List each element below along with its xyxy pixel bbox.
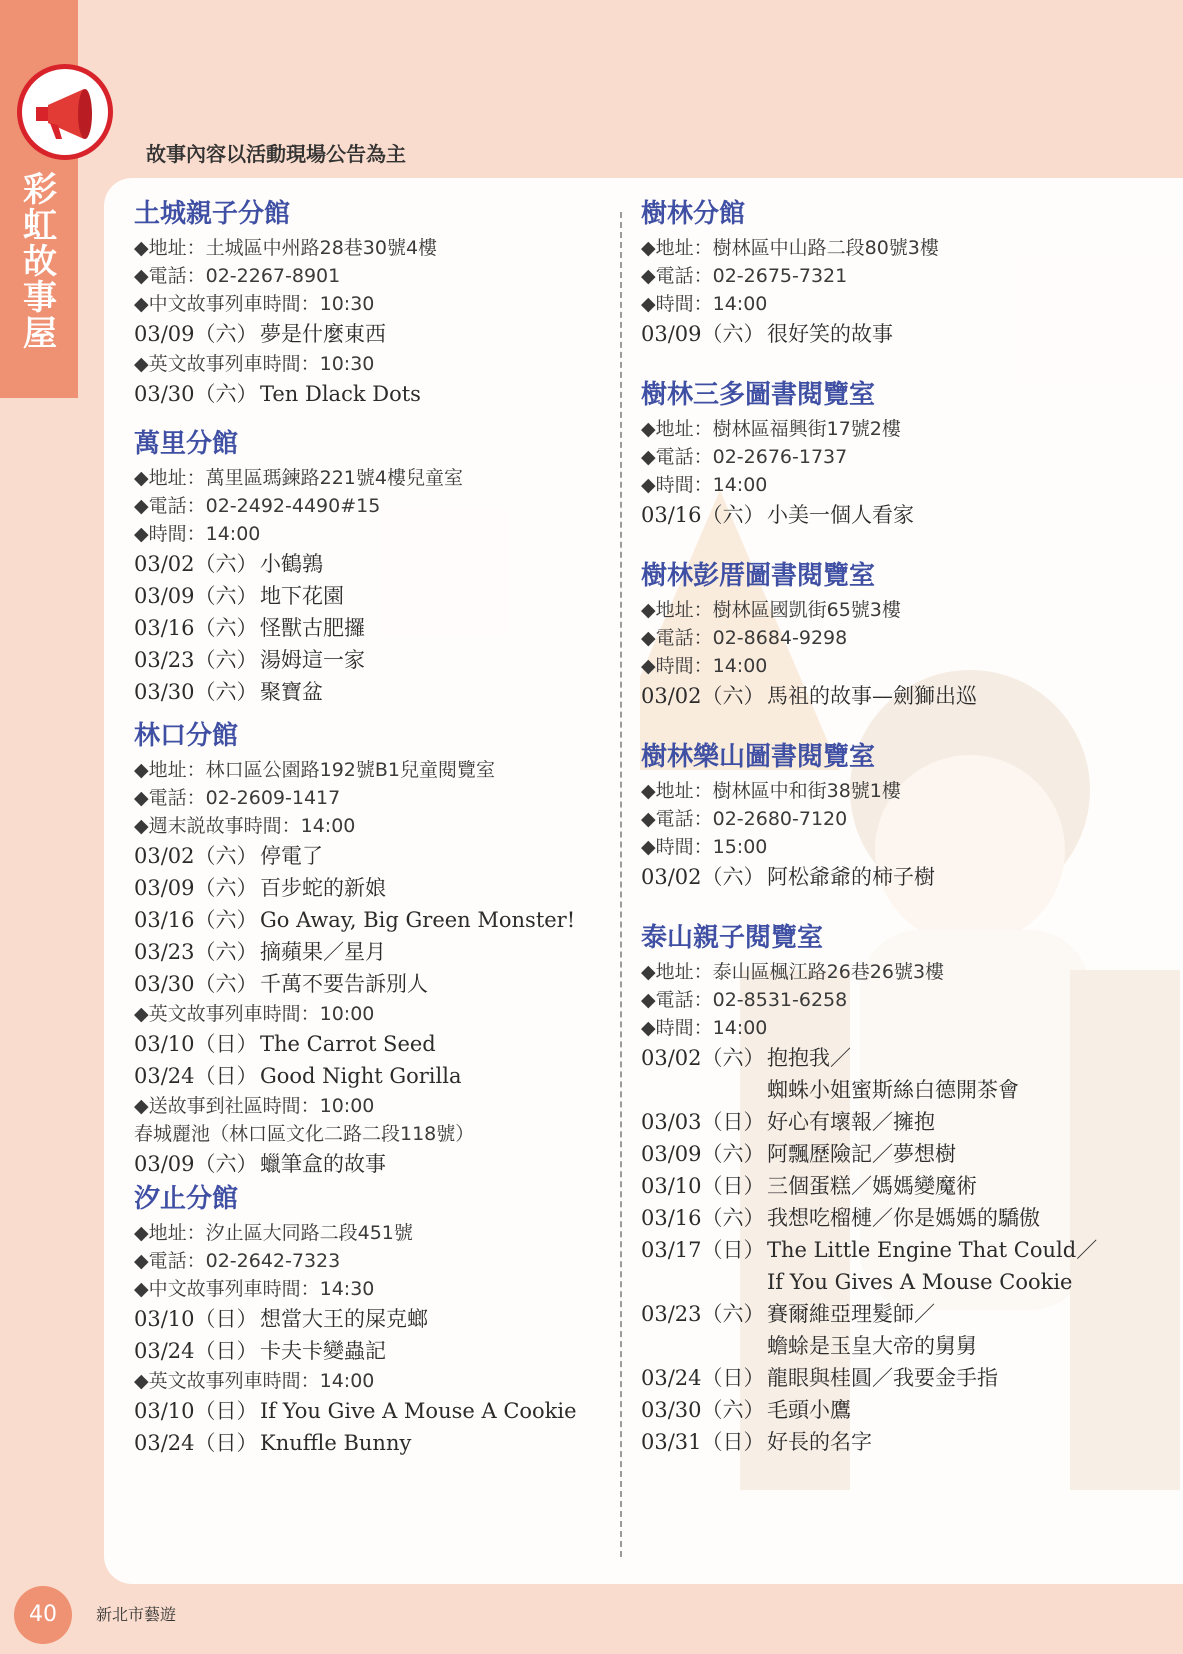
branch-info-line: ◆週末説故事時間：14:00 xyxy=(134,815,356,837)
branch-info-line: ◆英文故事列車時間：10:00 xyxy=(134,1003,375,1025)
event-title: 阿飄歷險記／夢想樹 xyxy=(767,1142,956,1166)
branch-info-line: ◆電話：02-2267-8901 xyxy=(134,265,341,287)
event-title: 地下花園 xyxy=(260,584,344,608)
story-event xyxy=(134,548,604,580)
branch-info-line: ◆地址：汐止區大同路二段451號 xyxy=(134,1222,413,1244)
branch-info-line: ◆地址：樹林區福興街17號2樓 xyxy=(641,418,901,440)
branch-info-line: ◆送故事到社區時間：10:00 xyxy=(134,1095,375,1117)
event-date: 03/09（六） xyxy=(641,1142,765,1166)
branch-info-line: ◆中文故事列車時間：14:30 xyxy=(134,1278,375,1300)
story-event xyxy=(134,318,604,350)
event-date: 03/23（六） xyxy=(134,940,258,964)
event-title: 賽爾維亞理髮師／ xyxy=(767,1302,935,1326)
event-title: 怪獸古肥攞 xyxy=(260,616,365,640)
story-event xyxy=(641,1330,1111,1362)
story-event xyxy=(641,1298,1111,1330)
story-event xyxy=(134,378,604,410)
event-date: 03/16（六） xyxy=(134,616,258,640)
event-title: 毛頭小鷹 xyxy=(767,1398,851,1422)
branch-info-line: 春城麗池（林口區文化二路二段118號） xyxy=(134,1123,475,1145)
story-event xyxy=(641,499,1111,531)
event-title: 湯姆這一家 xyxy=(260,648,365,672)
branch-title: 泰山親子閱覽室 xyxy=(641,923,824,953)
story-event xyxy=(134,1148,604,1180)
event-date: 03/24（日） xyxy=(134,1339,258,1363)
branch-section xyxy=(134,428,604,708)
branch-info-line: ◆時間：14:00 xyxy=(641,655,768,677)
event-title: 三個蛋糕／媽媽變魔術 xyxy=(767,1174,977,1198)
event-title: The Carrot Seed xyxy=(260,1032,436,1056)
event-title: 停電了 xyxy=(260,844,323,868)
event-title: 好長的名字 xyxy=(767,1430,872,1454)
event-date: 03/02（六） xyxy=(134,844,258,868)
branch-info-line: ◆英文故事列車時間：14:00 xyxy=(134,1370,375,1392)
branch-section xyxy=(641,560,1111,712)
event-date: 03/16（六） xyxy=(641,503,765,527)
story-event xyxy=(134,1335,604,1367)
story-event xyxy=(134,644,604,676)
story-event xyxy=(641,1394,1111,1426)
story-event xyxy=(641,1234,1111,1266)
event-date: 03/24（日） xyxy=(134,1431,258,1455)
event-date: 03/30（六） xyxy=(134,382,258,406)
branch-title: 樹林分館 xyxy=(641,199,746,229)
side-title-char: 故 xyxy=(23,242,57,282)
event-title: 千萬不要告訴別人 xyxy=(260,972,428,996)
branch-info-line: ◆時間：14:00 xyxy=(134,523,261,545)
event-title: 聚寶盆 xyxy=(260,680,323,704)
publication-name: 新北市藝遊 xyxy=(96,1605,177,1624)
event-title: 我想吃榴槤／你是媽媽的驕傲 xyxy=(767,1206,1040,1230)
event-date: 03/24（日） xyxy=(134,1064,258,1088)
event-date: 03/23（六） xyxy=(641,1302,765,1326)
story-event xyxy=(134,1395,604,1427)
side-tab xyxy=(0,0,78,398)
branch-section xyxy=(641,922,1111,1458)
event-title: 抱抱我／ xyxy=(767,1046,851,1070)
branch-title: 萬里分館 xyxy=(134,429,239,459)
branch-info-line: ◆電話：02-2676-1737 xyxy=(641,446,848,468)
branch-title: 樹林彭厝圖書閱覽室 xyxy=(641,561,876,591)
branch-info-line: ◆地址：樹林區中和街38號1樓 xyxy=(641,780,901,802)
event-date: 03/30（六） xyxy=(134,972,258,996)
event-date: 03/24（日） xyxy=(641,1366,765,1390)
story-event xyxy=(641,1138,1111,1170)
event-date: 03/09（六） xyxy=(134,584,258,608)
event-title: Ten Dlack Dots xyxy=(260,382,421,406)
page-number: 40 xyxy=(14,1586,72,1644)
event-title: 想當大王的屎克螂 xyxy=(260,1307,428,1331)
story-event xyxy=(134,580,604,612)
event-date: 03/10（日） xyxy=(134,1307,258,1331)
event-title: 蟾蜍是玉皇大帝的舅舅 xyxy=(767,1334,977,1358)
event-date: 03/10（日） xyxy=(641,1174,765,1198)
branch-info-line: ◆時間：14:00 xyxy=(641,1017,768,1039)
event-title: 龍眼與桂圓／我要金手指 xyxy=(767,1366,998,1390)
event-title: 小美一個人看家 xyxy=(767,503,914,527)
story-event xyxy=(134,872,604,904)
story-event xyxy=(134,1303,604,1335)
story-event xyxy=(641,318,1111,350)
event-date: 03/16（六） xyxy=(641,1206,765,1230)
event-title: 夢是什麼東西 xyxy=(260,322,386,346)
event-date: 03/10（日） xyxy=(134,1399,258,1423)
branch-section xyxy=(641,741,1111,893)
event-date: 03/02（六） xyxy=(641,865,765,889)
side-title-char: 彩 xyxy=(23,170,57,210)
story-event xyxy=(641,1042,1111,1074)
story-event xyxy=(134,840,604,872)
branch-info-line: ◆英文故事列車時間：10:30 xyxy=(134,353,375,375)
side-title xyxy=(18,172,62,352)
branch-title: 樹林三多圖書閱覽室 xyxy=(641,380,876,410)
story-event xyxy=(641,680,1111,712)
story-event xyxy=(641,1106,1111,1138)
event-date: 03/09（六） xyxy=(134,1152,258,1176)
branch-info-line: ◆地址：泰山區楓江路26巷26號3樓 xyxy=(641,961,945,983)
event-title: Go Away, Big Green Monster! xyxy=(260,908,576,932)
megaphone-icon xyxy=(17,64,113,160)
event-title: Knuffle Bunny xyxy=(260,1431,412,1455)
event-title: 蠟筆盒的故事 xyxy=(260,1152,386,1176)
story-event xyxy=(641,1426,1111,1458)
event-date: 03/17（日） xyxy=(641,1238,765,1262)
story-event xyxy=(134,1427,604,1459)
story-event xyxy=(134,676,604,708)
branch-info-line: ◆電話：02-2492-4490#15 xyxy=(134,495,381,517)
branch-info-line: ◆時間：14:00 xyxy=(641,474,768,496)
side-title-char: 屋 xyxy=(23,314,57,354)
event-date: 03/23（六） xyxy=(134,648,258,672)
event-title: If You Gives A Mouse Cookie xyxy=(767,1270,1073,1294)
event-date: 03/09（六） xyxy=(134,876,258,900)
column-divider xyxy=(620,212,622,1557)
event-date: 03/09（六） xyxy=(641,322,765,346)
event-date: 03/09（六） xyxy=(134,322,258,346)
branch-title: 樹林樂山圖書閱覽室 xyxy=(641,742,876,772)
branch-section xyxy=(134,198,604,410)
branch-section xyxy=(134,1183,604,1459)
story-event xyxy=(134,936,604,968)
branch-info-line: ◆地址：土城區中州路28巷30號4樓 xyxy=(134,237,438,259)
story-event xyxy=(641,861,1111,893)
story-event xyxy=(134,968,604,1000)
event-date: 03/30（六） xyxy=(641,1398,765,1422)
story-event xyxy=(134,1028,604,1060)
event-title: 卡夫卡變蟲記 xyxy=(260,1339,386,1363)
branch-info-line: ◆電話：02-2680-7120 xyxy=(641,808,848,830)
story-event xyxy=(641,1266,1111,1298)
story-event xyxy=(641,1170,1111,1202)
story-event xyxy=(134,612,604,644)
branch-info-line: ◆中文故事列車時間：10:30 xyxy=(134,293,375,315)
event-title: 蜘蛛小姐蜜斯絲白德開茶會 xyxy=(767,1078,1019,1102)
branch-info-line: ◆時間：14:00 xyxy=(641,293,768,315)
branch-info-line: ◆地址：樹林區中山路二段80號3樓 xyxy=(641,237,939,259)
event-title: 小鶴鶉 xyxy=(260,552,323,576)
event-date: 03/02（六） xyxy=(641,1046,765,1070)
event-date: 03/30（六） xyxy=(134,680,258,704)
event-title: The Little Engine That Could／ xyxy=(767,1238,1098,1262)
event-date: 03/03（日） xyxy=(641,1110,765,1134)
branch-info-line: ◆電話：02-8684-9298 xyxy=(641,627,848,649)
event-title: 阿松爺爺的柿子樹 xyxy=(767,865,935,889)
branch-info-line: ◆時間：15:00 xyxy=(641,836,768,858)
branch-title: 林口分館 xyxy=(134,721,239,751)
event-title: Good Night Gorilla xyxy=(260,1064,462,1088)
event-title: 好心有壞報／擁抱 xyxy=(767,1110,935,1134)
event-date: 03/16（六） xyxy=(134,908,258,932)
branch-section xyxy=(641,379,1111,531)
branch-section xyxy=(134,720,604,1180)
event-date: 03/02（六） xyxy=(134,552,258,576)
branch-info-line: ◆電話：02-2675-7321 xyxy=(641,265,848,287)
branch-title: 土城親子分館 xyxy=(134,199,291,229)
event-title: 摘蘋果／星月 xyxy=(260,940,386,964)
story-event xyxy=(641,1202,1111,1234)
story-event xyxy=(641,1074,1111,1106)
branch-info-line: ◆地址：林口區公園路192號B1兒童閱覽室 xyxy=(134,759,496,781)
branch-section xyxy=(641,198,1111,350)
event-title: 馬祖的故事—劍獅出巡 xyxy=(767,684,977,708)
branch-info-line: ◆地址：萬里區瑪鍊路221號4樓兒童室 xyxy=(134,467,463,489)
event-date: 03/10（日） xyxy=(134,1032,258,1056)
branch-info-line: ◆電話：02-2642-7323 xyxy=(134,1250,341,1272)
event-title: If You Give A Mouse A Cookie xyxy=(260,1399,577,1423)
story-event xyxy=(641,1362,1111,1394)
event-date: 03/31（日） xyxy=(641,1430,765,1454)
story-event xyxy=(134,1060,604,1092)
branch-title: 汐止分館 xyxy=(134,1184,239,1214)
side-title-char: 事 xyxy=(23,278,57,318)
event-title: 很好笑的故事 xyxy=(767,322,893,346)
branch-info-line: ◆地址：樹林區國凱街65號3樓 xyxy=(641,599,901,621)
branch-info-line: ◆電話：02-8531-6258 xyxy=(641,989,848,1011)
event-title: 百步蛇的新娘 xyxy=(260,876,386,900)
side-title-char: 虹 xyxy=(23,206,57,246)
branch-info-line: ◆電話：02-2609-1417 xyxy=(134,787,341,809)
notice-text: 故事內容以活動現場公告為主 xyxy=(146,142,406,166)
event-date: 03/02（六） xyxy=(641,684,765,708)
story-event xyxy=(134,904,604,936)
